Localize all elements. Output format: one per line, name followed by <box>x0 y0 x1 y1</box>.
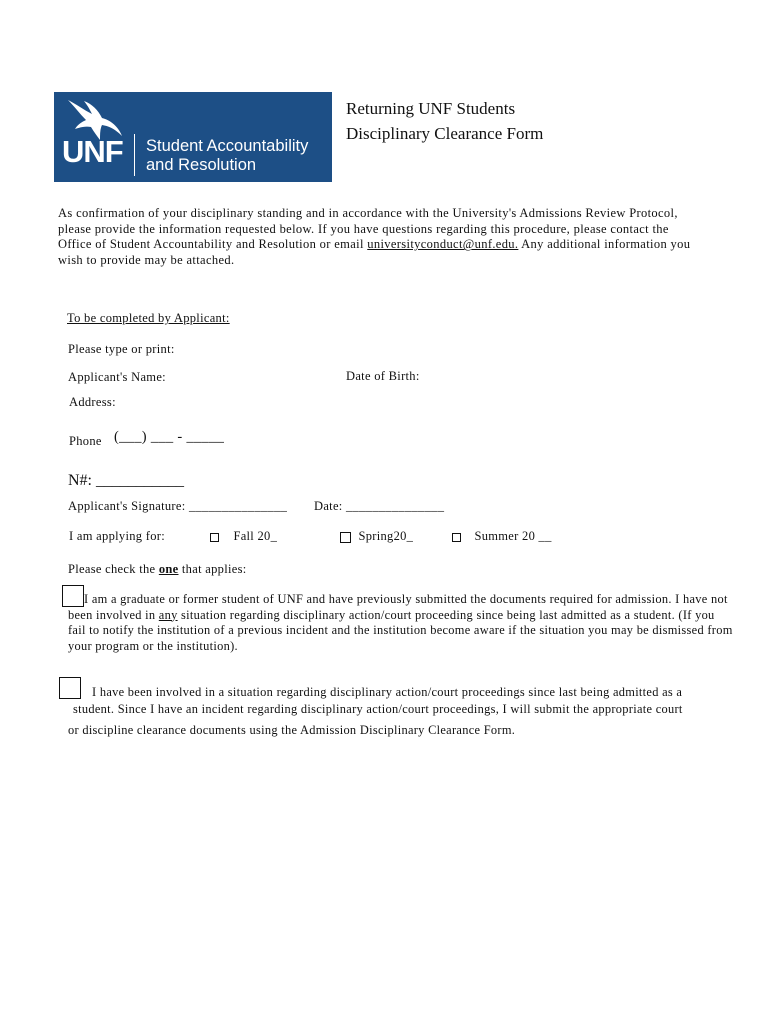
term-option-spring[interactable] <box>340 529 413 544</box>
intro-text: As confirmation of your disciplinary standing and in accordance with the University's Admissions Review Protocol, please provide the information requested below. If you have questions regarding this procedure, please contact the Office of Student Accountability and Resolution or email <box>58 206 678 252</box>
summer-checkbox[interactable] <box>452 533 461 542</box>
term-option-summer[interactable] <box>452 529 552 544</box>
section-heading <box>67 311 230 326</box>
logo-text: UNF <box>62 134 123 169</box>
date-field[interactable]: Date: _______________ <box>314 499 445 513</box>
unf-logo <box>54 92 332 182</box>
fall-checkbox[interactable] <box>210 533 219 542</box>
check-instruction <box>68 562 247 577</box>
signature-field[interactable]: Applicant's Signature: _______________ <box>68 499 288 513</box>
spring-checkbox[interactable] <box>340 532 351 543</box>
applying-for-label: I am applying for: <box>69 529 166 543</box>
option-1-text <box>68 592 733 654</box>
address-label: Address: <box>69 395 116 409</box>
phone-label: Phone <box>69 434 102 448</box>
section-heading-text: To be completed by Applicant: <box>67 311 230 325</box>
logo-divider <box>134 134 135 176</box>
option-1-text-a: I am a graduate or former student of UNF and have previously submitted the documents required for admission. I have not been involved in <box>68 592 728 622</box>
form-title-line1: Returning UNF Students <box>346 99 516 118</box>
applicant-name-label: Applicant's Name: <box>68 370 166 384</box>
department-name: Student Accountability and Resolution <box>146 137 309 174</box>
intro-paragraph <box>58 206 698 269</box>
date-of-birth-label: Date of Birth: <box>346 369 420 383</box>
check-emphasis: one <box>158 562 179 576</box>
n-number-field[interactable]: N#: ___________ <box>68 472 184 489</box>
contact-email-link[interactable]: universityconduct@unf.edu. <box>367 237 519 252</box>
check-prefix: Please check the <box>68 562 159 576</box>
option-2-checkbox[interactable] <box>59 677 81 699</box>
phone-field[interactable]: (___) ___ - _____ <box>114 429 225 445</box>
form-title-line2: Disciplinary Clearance Form <box>346 124 544 143</box>
intro-text-end: Any additional information you wish to provide may be attached. <box>58 237 691 268</box>
option-1-text-b: situation regarding disciplinary action/court proceeding since being last admitted as a student. (If you fail to notify the institution of a previous incident and the institution become aware if the situation you may be dismissed from your program or the institution). <box>68 607 733 653</box>
term-option-fall[interactable] <box>210 529 277 544</box>
option-2-line1: I have been involved in a situation regarding disciplinary action/court proceedings since last being admitted as a <box>92 685 683 699</box>
instruction-text: Please type or print: <box>68 342 175 356</box>
check-suffix: that applies: <box>178 562 247 576</box>
spring-label: Spring20_ <box>358 529 414 543</box>
option-1-emphasis: any <box>158 607 178 622</box>
option-2-line2: student. Since I have an incident regarding disciplinary action/court proceedings, I will submit the appropriate court <box>73 702 683 716</box>
fall-label: Fall 20_ <box>233 529 278 543</box>
summer-label: Summer 20 __ <box>474 529 552 543</box>
option-2-line3: or discipline clearance documents using the Admission Disciplinary Clearance Form. <box>68 723 516 737</box>
